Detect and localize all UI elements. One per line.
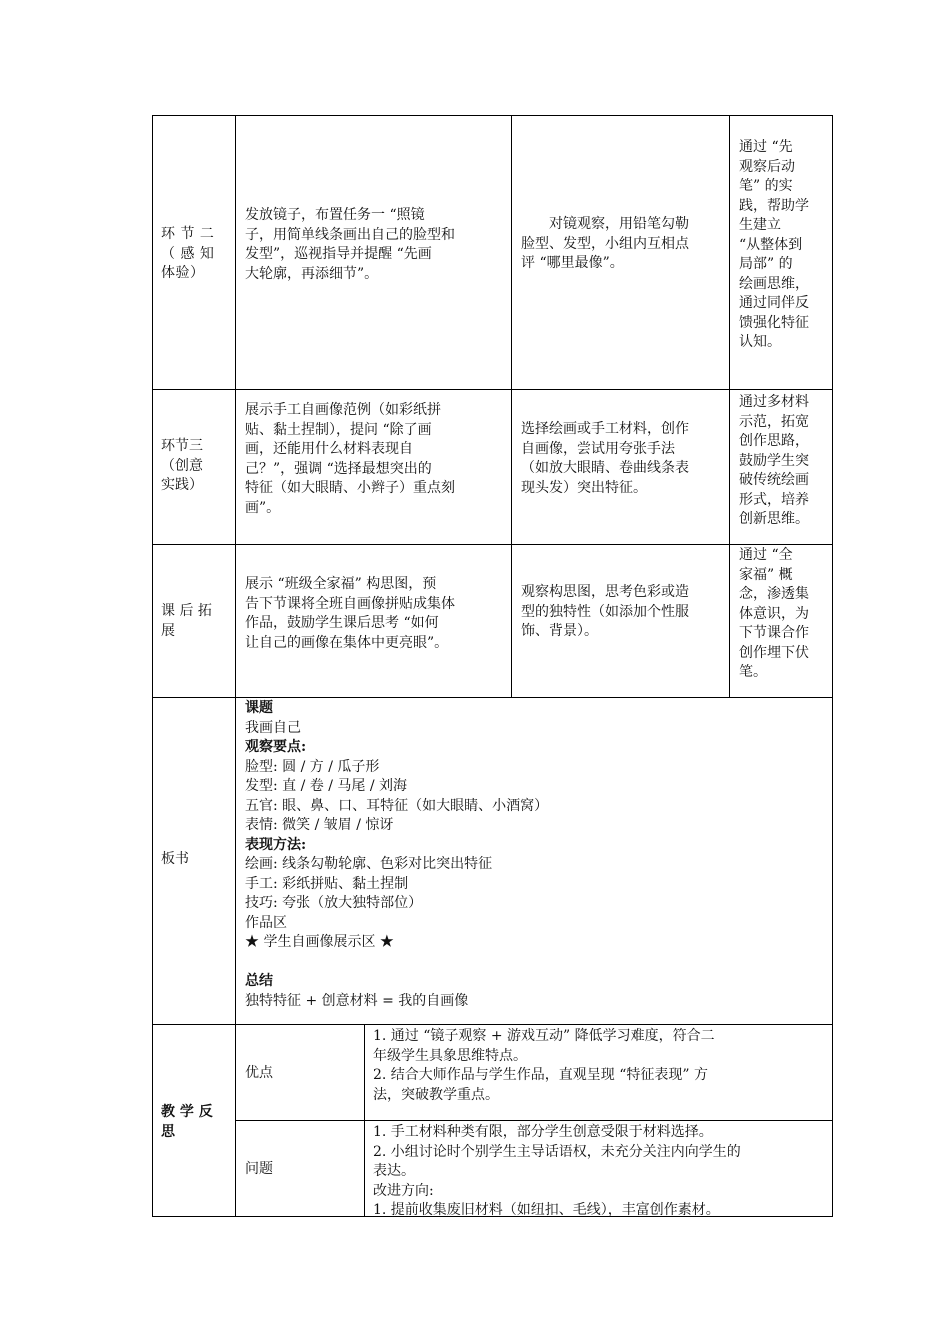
board-heading-title: 课题 bbox=[245, 700, 273, 716]
problems-label: 问题 bbox=[245, 1161, 273, 1177]
board-formula: 独特特征 + 创意材料 = 我的自画像 bbox=[245, 992, 469, 1009]
stage3-teacher-activity: 展示手工自画像范例（如彩纸拼 贴、黏土捏制），提问 “除了画 画，还能用什么材料表现自 己？”，强调 “选择最想突出的 特征（如大眼睛、小辫子）重点刻 画”。 bbox=[245, 402, 455, 516]
board-title: 我画自己 bbox=[245, 719, 301, 736]
row-stage3-teacher bbox=[235, 389, 512, 545]
row-extension-teacher bbox=[235, 544, 512, 698]
stage3-design-intent: 通过多材料 示范，拓宽 创作思路， 鼓励学生突 破传统绘画 形式，培养 创新思维。 bbox=[739, 394, 809, 527]
stage3-student-activity: 选择绘画或手工材料，创作 自画像，尝试用夸张手法 （如放大眼睛、卷曲线条表 现头发）突出特征。 bbox=[521, 421, 689, 496]
board-content-cell bbox=[235, 697, 833, 1025]
advantages-label: 优点 bbox=[245, 1065, 273, 1081]
board-works: 作品区 bbox=[245, 914, 287, 931]
extension-label: 课 后 拓 展 bbox=[161, 603, 212, 639]
board-drawing: 绘画: 线条勾勒轮廓、色彩对比突出特征 bbox=[245, 856, 493, 872]
row-stage2-student bbox=[511, 115, 730, 390]
reflection-problems-text-cell bbox=[364, 1120, 833, 1217]
stage2-teacher-activity: 发放镜子，布置任务一 “照镜 子，用简单线条画出自己的脸型和 发型”，巡视指导并提醒 “先画 大轮廓，再添细节”。 bbox=[245, 207, 455, 282]
board-spacer bbox=[245, 953, 825, 973]
board-content bbox=[245, 699, 825, 1011]
reflection-advantages-label-cell bbox=[235, 1024, 365, 1121]
row-extension-intent bbox=[729, 544, 833, 698]
extension-design-intent: 通过 “全 家福” 概 念，渗透集 体意识，为 下节课合作 创作埋下伏 笔。 bbox=[739, 547, 809, 680]
advantages-text: 1. 通过 “镜子观察 + 游戏互动” 降低学习难度，符合二 年级学生具象思维特点。 2. 结合大师作品与学生作品，直观呈现 “特征表现” 方 法，突破教学重点。 bbox=[373, 1028, 715, 1103]
board-label: 板书 bbox=[161, 851, 189, 867]
extension-teacher-activity: 展示 “班级全家福” 构思图，预 告下节课将全班自画像拼贴成集体 作品，鼓励学生课后思考 “如何 让自己的画像在集体中更亮眼”。 bbox=[245, 576, 455, 651]
problems-text: 1. 手工材料种类有限，部分学生创意受限于材料选择。 2. 小组讨论时个别学生主导话语权，未充分关注内向学生的 表达。 改进方向: 1. 提前收集废旧材料（如纽扣、毛线），丰富创作素材。 bbox=[373, 1124, 741, 1218]
row-stage3-intent bbox=[729, 389, 833, 545]
row-stage3-student bbox=[511, 389, 730, 545]
board-skill: 技巧: 夸张（放大独特部位） bbox=[245, 895, 423, 911]
extension-student-activity: 观察构思图，思考色彩或造 型的独特性（如添加个性服 饰、背景）。 bbox=[521, 584, 689, 639]
stage2-student-activity: 对镜观察，用铅笔勾勒 脸型、发型，小组内互相点 评 “哪里最像”。 bbox=[521, 216, 689, 271]
board-hair: 发型: 直 / 卷 / 马尾 / 刘海 bbox=[245, 778, 408, 794]
reflection-advantages-text-cell bbox=[364, 1024, 833, 1121]
board-showcase: ★ 学生自画像展示区 ★ bbox=[245, 934, 394, 950]
board-expression: 表情: 微笑 / 皱眉 / 惊讶 bbox=[245, 817, 394, 833]
board-heading-observe: 观察要点: bbox=[245, 739, 307, 755]
board-craft: 手工: 彩纸拼贴、黏土捏制 bbox=[245, 875, 409, 892]
reflection-label: 教 学 反 思 bbox=[161, 1104, 213, 1140]
board-features: 五官: 眼、鼻、口、耳特征（如大眼睛、小酒窝） bbox=[245, 797, 549, 814]
reflection-problems-label-cell bbox=[235, 1120, 365, 1217]
stage2-design-intent: 通过 “先 观察后动 笔” 的实 践，帮助学 生建立 “从整体到 局部” 的 绘画思维， 通过同伴反 馈强化特征 认知。 bbox=[739, 139, 809, 350]
board-face: 脸型: 圆 / 方 / 瓜子形 bbox=[245, 758, 380, 775]
board-heading-summary: 总结 bbox=[245, 973, 273, 989]
board-label-cell bbox=[152, 697, 236, 1025]
row-stage3-label bbox=[152, 389, 236, 545]
row-stage2-intent bbox=[729, 115, 833, 390]
row-stage2-teacher bbox=[235, 115, 512, 390]
row-stage2-label bbox=[152, 115, 236, 390]
row-extension-student bbox=[511, 544, 730, 698]
row-extension-label bbox=[152, 544, 236, 698]
stage2-label: 环 节 二 （ 感 知 体验） bbox=[161, 226, 215, 281]
stage3-label: 环节三 （创意 实践） bbox=[161, 438, 203, 493]
reflection-label-cell bbox=[152, 1024, 236, 1217]
board-heading-method: 表现方法: bbox=[245, 836, 307, 853]
